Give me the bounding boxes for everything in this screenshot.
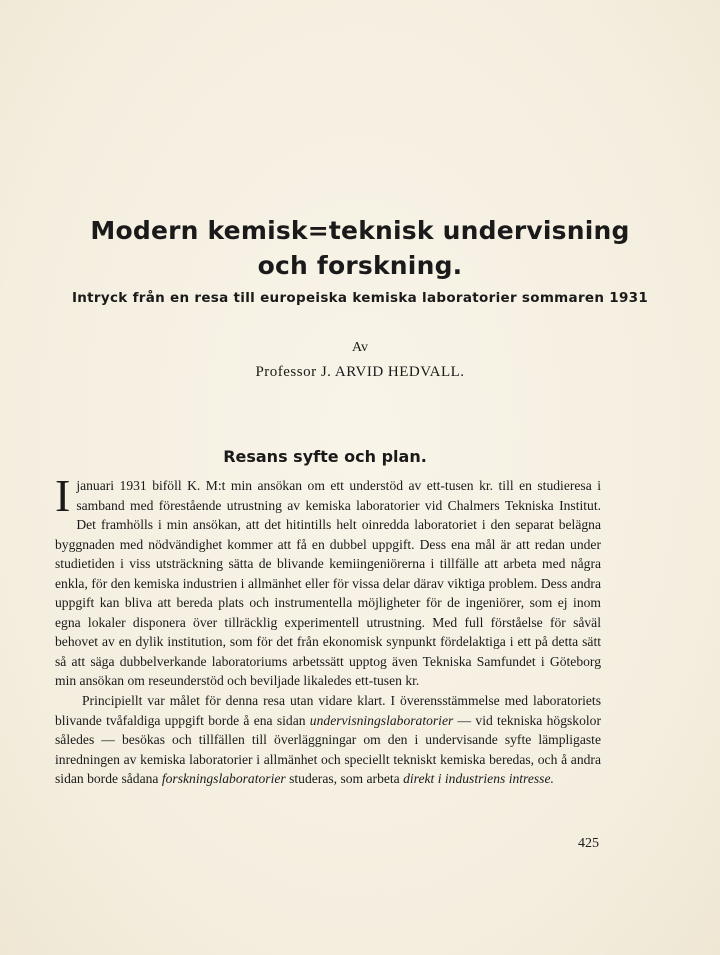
emphasis-forskningslaboratorier: forskningslaboratorier <box>161 771 286 787</box>
paragraph-1 <box>55 470 601 691</box>
paragraph-2-text-a: Principiellt var målet för denna resa utan vidare klart. I överensstämmelse med laboratoriets blivande tvåfaldiga uppgift borde å ena sidan <box>55 693 601 728</box>
paragraph-2-text-c: studeras, som arbeta <box>285 771 404 787</box>
article-subtitle: Intryck från en resa till europeiska kemiska laboratorier sommaren 1931 <box>71 290 649 306</box>
emphasis-undervisningslaboratorier: undervisningslaboratorier <box>309 712 454 728</box>
author-name: Professor J. ARVID HEDVALL. <box>255 364 465 380</box>
section-heading: Resans syfte och plan. <box>223 447 427 466</box>
body-text <box>55 470 601 789</box>
emphasis-direkt-i-industriens-intresse: direkt i industriens intresse. <box>403 771 554 787</box>
paragraph-2-text-b: — vid tekniska högskolor således — besökas och tillfällen till överläggningar om den i undervisande syfte lämpligaste inredningen av kemiska laboratorier i allmänhet och speciellt tekniskt kemiska beredas, och å andra sidan borde sådana <box>55 712 601 787</box>
drop-cap: I <box>55 470 71 521</box>
byline-prefix: Av <box>351 340 369 355</box>
paragraph-1-text: januari 1931 biföll K. M:t min ansökan om ett understöd av ett-tusen kr. till en studieresa i samband med förestående utrustning av kemiska laboratorier vid Chalmers Tekniska Institut. Det framhölls i min ansökan, att det hitintills helt oinredda laboratoriet i den separat belägna byggnaden med nödvändighet kommer att få en dubbel uppgift. Dess ena mål är att redan under studietiden i viss utsträckning sätta de blivande kemiingeniörerna i tillfälle att arbeta med några enkla, för den kemiska industrien i allmänhet eller för vissa delar därav viktiga problem. Dess andra uppgift kan bliva att bereda plats och instrumentella möjligheter för de ingeniörer, som ej inom egna lokaler disponera över tillräcklig experimentell utrustning. Med full förståelse för såväl behovet av en dylik institution, som för det från ekonomisk synpunkt fördelaktiga i ett på detta sätt så att säga dubbelverkande laboratoriums arbetssätt upptog även Tekniska Samfundet i Göteborg min ansökan om reseunderstöd och beviljade likaledes ett-tusen kr. <box>55 478 601 689</box>
paragraph-2 <box>55 691 601 789</box>
article-title-line2: och forskning. <box>257 251 463 280</box>
article-title-line1: Modern kemisk=teknisk undervisning <box>90 216 630 245</box>
page-number: 425 <box>578 836 599 851</box>
